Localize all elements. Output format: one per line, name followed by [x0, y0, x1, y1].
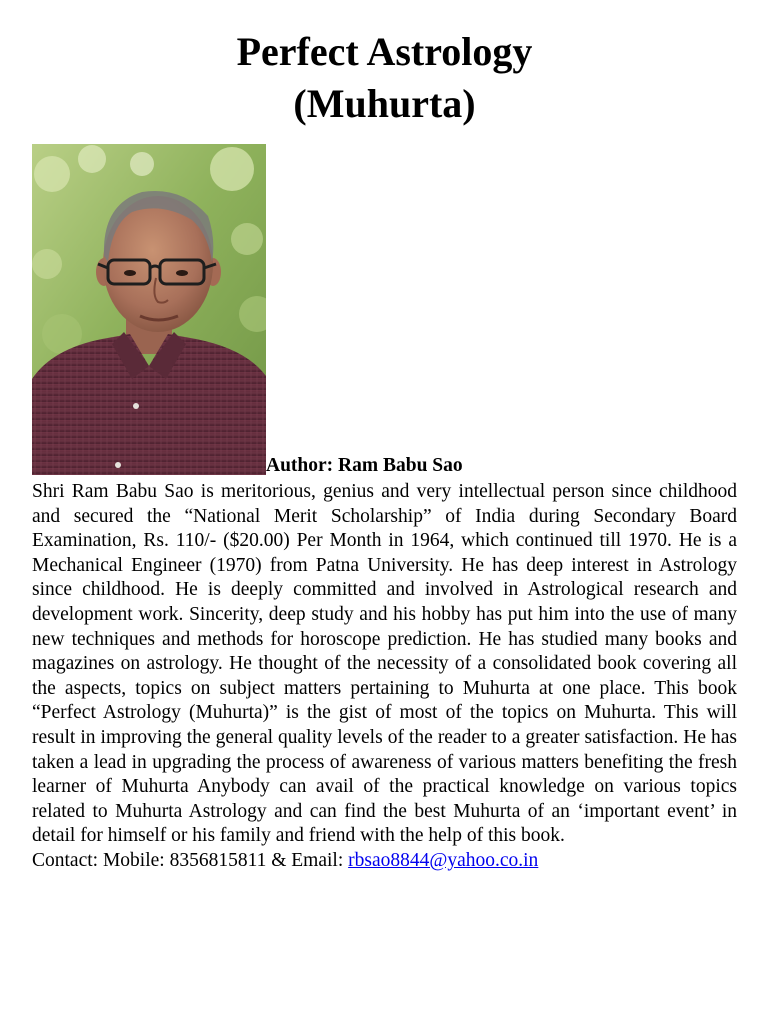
author-label: Author: Ram Babu Sao: [266, 455, 463, 476]
author-photo: [32, 144, 266, 475]
title-line-2: (Muhurta): [293, 81, 476, 126]
email-link[interactable]: rbsao8844@yahoo.co.in: [348, 849, 539, 871]
author-block: [32, 144, 737, 475]
contact-prefix: Contact: Mobile: 8356815811 & Email:: [32, 849, 349, 871]
author-bio: Shri Ram Babu Sao is meritorious, genius and very intellectual person since childhood and secured the “National Merit Scholarship” of India during Secondary Board Examination, Rs. 110/- ($20.00) Per Month in 1964, which continued till 1970. He is a Mechanical Engineer (1970) from Patna University. He has deep interest in Astrology since childhood. He is deeply committed and involved in Astrological research and development work. Sincerity, deep study and his hobby has put him into the use of many new techniques and methods for horoscope prediction. He has studied many books and magazines on astrology. He thought of the necessity of a consolidated book covering all the aspects, topics on subject matters pertaining to Muhurta at one place. This book “Perfect Astrology (Muhurta)” is the gist of most of the topics on Muhurta. This will result in improving the general quality levels of the reader to a greater satisfaction. He has taken a lead in upgrading the process of awareness of various matters benefiting the fresh learner of Muhurta Anybody can avail of the practical knowledge on various topics related to Muhurta Astrology and can find the best Muhurta of an ‘important event’ in detail for himself or his family and friend with the help of this book.: [32, 481, 737, 847]
contact-line: [32, 849, 737, 874]
document-page: [32, 0, 737, 874]
title-line-1: Perfect Astrology: [236, 29, 533, 74]
page-title: [32, 26, 737, 130]
